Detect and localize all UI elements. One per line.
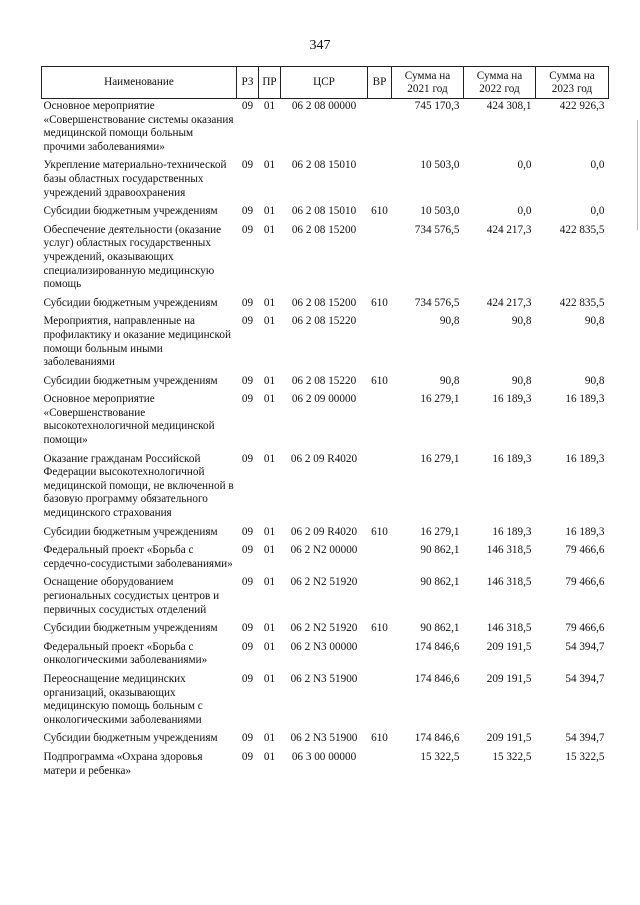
cell-sum-2023: 16 189,3: [565, 393, 605, 406]
table-header: [42, 67, 609, 99]
cell-sum-2023: 54 394,7: [565, 732, 605, 745]
cell-vr: 610: [371, 622, 388, 635]
cell-sum-2023: 0,0: [590, 205, 605, 218]
cell-pr: 01: [263, 374, 276, 387]
cell-sum-2022: 90,8: [511, 374, 532, 387]
cell-name: Федеральный проект «Борьба с сердечно-сосудистыми заболеваниями»: [43, 544, 233, 570]
cell-pr: 01: [263, 452, 276, 465]
cell-sum-2023: 54 394,7: [565, 640, 605, 653]
table-row: [42, 296, 609, 315]
cell-csr: 06 2 08 15220: [291, 315, 357, 328]
cell-pr: 01: [263, 750, 276, 763]
cell-pr: 01: [263, 640, 276, 653]
cell-name: Обеспечение деятельности (оказание услуг) областных государственных учреждений, оказывающих специализированную медицинскую помощь: [43, 223, 222, 291]
cell-rz: 09: [241, 100, 254, 112]
cell-csr: 06 2 09 00000: [291, 393, 357, 406]
cell-name: Федеральный проект «Борьба с онкологическими заболеваниями»: [43, 640, 208, 667]
cell-vr: 610: [371, 525, 388, 538]
cell-rz: 09: [241, 732, 254, 745]
cell-sum-2021: 734 576,5: [414, 223, 460, 236]
cell-rz: 09: [241, 672, 254, 685]
cell-rz: 09: [241, 525, 254, 538]
cell-vr: [368, 452, 392, 525]
header-sum-2021: Сумма на 2021 год: [392, 67, 464, 99]
cell-sum-2022: 16 189,3: [492, 393, 532, 406]
cell-rz: 09: [241, 205, 254, 218]
cell-pr: 01: [263, 525, 276, 538]
cell-rz: 09: [241, 223, 254, 236]
cell-sum-2023: 422 835,5: [559, 223, 605, 236]
cell-pr: 01: [263, 672, 276, 685]
cell-sum-2021: 174 846,6: [414, 732, 460, 745]
table-body: [42, 99, 609, 783]
cell-name: Субсидии бюджетным учреждениям: [43, 525, 218, 538]
cell-sum-2022: 424 217,3: [486, 296, 532, 309]
cell-csr: 06 2 09 R4020: [290, 525, 358, 538]
table-row: [42, 640, 609, 672]
header-rz: РЗ: [237, 67, 259, 99]
cell-sum-2023: 15 322,5: [565, 750, 605, 763]
cell-sum-2021: 16 279,1: [420, 393, 460, 406]
cell-vr: [368, 99, 392, 159]
cell-sum-2022: 0,0: [517, 205, 532, 218]
cell-vr: 610: [371, 205, 388, 218]
cell-sum-2022: 0,0: [517, 159, 532, 172]
cell-sum-2021: 10 503,0: [420, 205, 460, 218]
budget-table: [41, 66, 609, 782]
cell-sum-2021: 745 170,3: [414, 100, 460, 112]
cell-rz: 09: [241, 750, 254, 763]
cell-sum-2021: 734 576,5: [414, 296, 460, 309]
cell-name: Основное мероприятие «Совершенствование системы оказания медицинской помощи больным прочими заболеваниями»: [43, 100, 234, 153]
cell-pr: 01: [263, 159, 276, 172]
cell-name: Субсидии бюджетным учреждениям: [43, 296, 218, 309]
cell-sum-2022: 146 318,5: [486, 576, 532, 589]
table-row: [42, 392, 609, 451]
cell-name: Переоснащение медицинских организаций, оказывающих медицинскую помощь больным с онкологическими заболеваниями: [43, 672, 203, 726]
cell-sum-2022: 16 189,3: [492, 525, 532, 538]
table-row: [42, 543, 609, 575]
header-csr: ЦСР: [281, 67, 368, 99]
cell-pr: 01: [263, 732, 276, 745]
cell-sum-2022: 209 191,5: [486, 732, 532, 745]
cell-sum-2023: 79 466,6: [565, 576, 605, 589]
header-vr: ВР: [368, 67, 392, 99]
cell-csr: 06 2 N3 51900: [290, 732, 358, 745]
cell-pr: 01: [263, 100, 276, 112]
header-name: Наименование: [42, 67, 237, 99]
cell-rz: 09: [241, 640, 254, 653]
table-row: [42, 158, 609, 204]
cell-pr: 01: [263, 296, 276, 309]
cell-pr: 01: [263, 544, 276, 557]
cell-rz: 09: [241, 296, 254, 309]
cell-csr: 06 2 N3 00000: [290, 640, 358, 653]
cell-sum-2023: 90,8: [584, 374, 605, 387]
cell-csr: 06 2 N2 51920: [290, 622, 358, 635]
cell-sum-2022: 15 322,5: [492, 750, 532, 763]
cell-name: Основное мероприятие «Совершенствование высокотехнологичной медицинской помощи»: [43, 393, 215, 447]
table-row: [42, 731, 609, 750]
cell-sum-2021: 90,8: [439, 374, 460, 387]
cell-sum-2022: 424 308,1: [486, 100, 532, 112]
cell-vr: [368, 750, 392, 782]
cell-rz: 09: [241, 374, 254, 387]
cell-csr: 06 2 N2 51920: [290, 576, 358, 589]
cell-csr: 06 2 08 15200: [291, 223, 357, 236]
table-row: [42, 452, 609, 525]
header-sum-2022: Сумма на 2022 год: [464, 67, 536, 99]
cell-rz: 09: [241, 622, 254, 635]
cell-csr: 06 2 08 00000: [291, 100, 357, 112]
cell-sum-2021: 174 846,6: [414, 640, 460, 653]
cell-sum-2023: 79 466,6: [565, 622, 605, 635]
cell-name: Подпрограмма «Охрана здоровья матери и ребенка»: [43, 750, 203, 777]
table-row: [42, 314, 609, 373]
cell-vr: [368, 575, 392, 621]
cell-rz: 09: [241, 315, 254, 328]
table-row: [42, 575, 609, 621]
cell-rz: 09: [241, 576, 254, 589]
cell-csr: 06 3 00 00000: [291, 750, 357, 763]
table-row: [42, 204, 609, 223]
cell-rz: 09: [241, 393, 254, 406]
cell-sum-2023: 54 394,7: [565, 672, 605, 685]
cell-sum-2021: 16 279,1: [420, 452, 460, 465]
cell-name: Субсидии бюджетным учреждениям: [43, 622, 218, 635]
table-row: [42, 374, 609, 393]
header-sum-2023: Сумма на 2023 год: [536, 67, 609, 99]
cell-sum-2022: 146 318,5: [486, 544, 532, 557]
cell-sum-2021: 90,8: [439, 315, 460, 328]
cell-name: Оснащение оборудованием региональных сосудистых центров и первичных сосудистых отделений: [43, 576, 220, 616]
cell-csr: 06 2 08 15220: [291, 374, 357, 387]
scan-edge-line: [637, 120, 638, 230]
cell-vr: [368, 392, 392, 451]
cell-vr: [368, 640, 392, 672]
cell-sum-2023: 16 189,3: [565, 525, 605, 538]
cell-csr: 06 2 08 15200: [291, 296, 357, 309]
cell-sum-2023: 90,8: [584, 315, 605, 328]
cell-pr: 01: [263, 223, 276, 236]
cell-vr: 610: [371, 374, 388, 387]
cell-sum-2022: 146 318,5: [486, 622, 532, 635]
table-row: [42, 750, 609, 782]
table-row: [42, 525, 609, 544]
cell-sum-2021: 90 862,1: [420, 622, 460, 635]
cell-sum-2022: 90,8: [511, 315, 532, 328]
cell-pr: 01: [263, 315, 276, 328]
cell-sum-2022: 209 191,5: [486, 640, 532, 653]
page-number: 347: [309, 38, 331, 53]
cell-sum-2021: 16 279,1: [420, 525, 460, 538]
cell-csr: 06 2 N3 51900: [290, 672, 358, 685]
cell-sum-2023: 0,0: [590, 159, 605, 172]
cell-pr: 01: [263, 393, 276, 406]
cell-sum-2023: 16 189,3: [565, 452, 605, 465]
cell-vr: [368, 158, 392, 204]
table-row: [42, 621, 609, 640]
cell-sum-2021: 90 862,1: [420, 544, 460, 557]
cell-vr: 610: [371, 296, 388, 309]
cell-csr: 06 2 08 15010: [291, 159, 357, 172]
cell-vr: [368, 672, 392, 731]
header-pr: ПР: [259, 67, 281, 99]
cell-sum-2022: 424 217,3: [486, 223, 532, 236]
cell-name: Субсидии бюджетным учреждениям: [43, 732, 218, 745]
cell-sum-2021: 174 846,6: [414, 672, 460, 685]
cell-vr: [368, 223, 392, 296]
cell-rz: 09: [241, 544, 254, 557]
cell-csr: 06 2 09 R4020: [290, 452, 358, 465]
table-row: [42, 672, 609, 731]
cell-pr: 01: [263, 622, 276, 635]
cell-name: Субсидии бюджетным учреждениям: [43, 374, 218, 387]
cell-rz: 09: [241, 452, 254, 465]
cell-csr: 06 2 08 15010: [291, 205, 357, 218]
cell-sum-2022: 16 189,3: [492, 452, 532, 465]
cell-pr: 01: [263, 205, 276, 218]
cell-sum-2021: 15 322,5: [420, 750, 460, 763]
cell-pr: 01: [263, 576, 276, 589]
cell-name: Укрепление материально-технической базы областных государственных учреждений здравоохранения: [43, 159, 227, 199]
table-row: [42, 99, 609, 159]
cell-csr: 06 2 N2 00000: [290, 544, 358, 557]
cell-vr: [368, 543, 392, 575]
cell-vr: [368, 314, 392, 373]
cell-name: Субсидии бюджетным учреждениям: [43, 205, 218, 218]
cell-sum-2021: 10 503,0: [420, 159, 460, 172]
cell-rz: 09: [241, 159, 254, 172]
cell-sum-2023: 422 926,3: [559, 100, 605, 112]
cell-sum-2022: 209 191,5: [486, 672, 532, 685]
cell-name: Оказание гражданам Российской Федерации высокотехнологичной медицинской помощи, не включенной в базовую программу обязательного медицинского страхования: [43, 452, 234, 520]
cell-sum-2023: 79 466,6: [565, 544, 605, 557]
cell-vr: 610: [371, 732, 388, 745]
table-row: [42, 223, 609, 296]
cell-sum-2021: 90 862,1: [420, 576, 460, 589]
cell-name: Мероприятия, направленные на профилактику и оказание медицинской помощи больным иными заболеваниями: [43, 315, 231, 369]
cell-sum-2023: 422 835,5: [559, 296, 605, 309]
